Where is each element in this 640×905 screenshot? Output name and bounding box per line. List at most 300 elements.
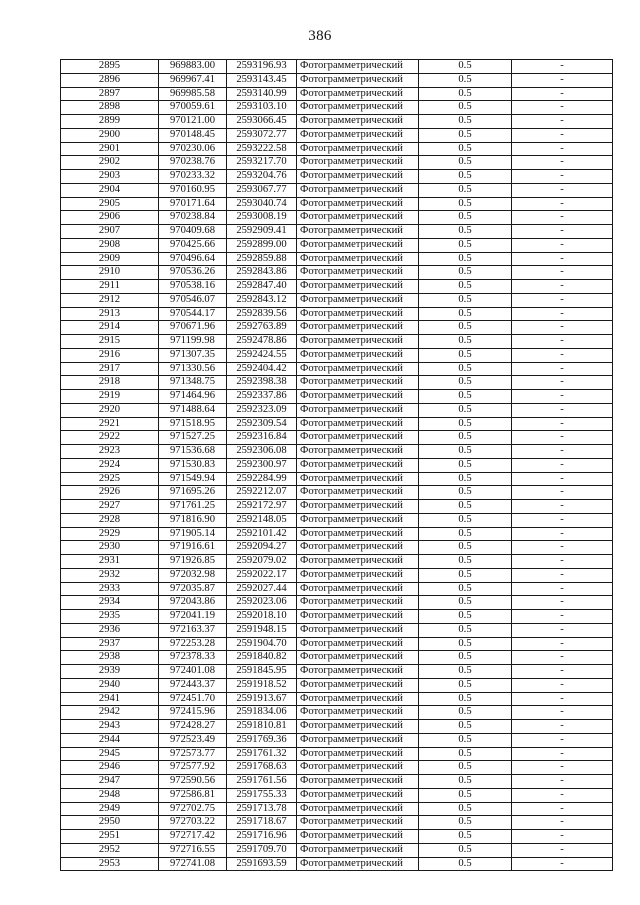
- point-number-cell: 2940: [61, 678, 159, 692]
- y-coordinate-cell: 2591716.96: [227, 830, 297, 844]
- point-number-cell: 2951: [61, 830, 159, 844]
- table-row: [61, 458, 613, 472]
- point-number-cell: 2914: [61, 321, 159, 335]
- description-cell: -: [512, 761, 613, 775]
- y-coordinate-cell: 2591709.70: [227, 843, 297, 857]
- x-coordinate-cell: 970148.45: [159, 128, 227, 142]
- description-cell: -: [512, 472, 613, 486]
- x-coordinate-cell: 972702.75: [159, 802, 227, 816]
- description-cell: -: [512, 431, 613, 445]
- accuracy-cell: 0.5: [419, 665, 512, 679]
- x-coordinate-cell: 970059.61: [159, 101, 227, 115]
- point-number-cell: 2908: [61, 238, 159, 252]
- method-cell: Фотограмметрический: [297, 335, 419, 349]
- accuracy-cell: 0.5: [419, 775, 512, 789]
- table-row: [61, 197, 613, 211]
- description-cell: -: [512, 403, 613, 417]
- x-coordinate-cell: 971307.35: [159, 348, 227, 362]
- point-number-cell: 2931: [61, 555, 159, 569]
- accuracy-cell: 0.5: [419, 252, 512, 266]
- point-number-cell: 2953: [61, 857, 159, 871]
- description-cell: -: [512, 816, 613, 830]
- description-cell: -: [512, 376, 613, 390]
- table-row: [61, 830, 613, 844]
- method-cell: Фотограмметрический: [297, 472, 419, 486]
- description-cell: -: [512, 637, 613, 651]
- description-cell: -: [512, 417, 613, 431]
- method-cell: Фотограмметрический: [297, 238, 419, 252]
- x-coordinate-cell: 970230.06: [159, 142, 227, 156]
- x-coordinate-cell: 970409.68: [159, 225, 227, 239]
- x-coordinate-cell: 970544.17: [159, 307, 227, 321]
- accuracy-cell: 0.5: [419, 788, 512, 802]
- method-cell: Фотограмметрический: [297, 568, 419, 582]
- point-number-cell: 2902: [61, 156, 159, 170]
- accuracy-cell: 0.5: [419, 211, 512, 225]
- accuracy-cell: 0.5: [419, 183, 512, 197]
- accuracy-cell: 0.5: [419, 500, 512, 514]
- method-cell: Фотограмметрический: [297, 513, 419, 527]
- x-coordinate-cell: 970546.07: [159, 293, 227, 307]
- x-coordinate-cell: 970238.84: [159, 211, 227, 225]
- x-coordinate-cell: 972586.81: [159, 788, 227, 802]
- y-coordinate-cell: 2592309.54: [227, 417, 297, 431]
- method-cell: Фотограмметрический: [297, 376, 419, 390]
- table-row: [61, 651, 613, 665]
- accuracy-cell: 0.5: [419, 651, 512, 665]
- point-number-cell: 2942: [61, 706, 159, 720]
- description-cell: -: [512, 692, 613, 706]
- y-coordinate-cell: 2591810.81: [227, 720, 297, 734]
- x-coordinate-cell: 970538.16: [159, 280, 227, 294]
- method-cell: Фотограмметрический: [297, 280, 419, 294]
- y-coordinate-cell: 2591768.63: [227, 761, 297, 775]
- x-coordinate-cell: 972573.77: [159, 747, 227, 761]
- table-row: [61, 568, 613, 582]
- description-cell: -: [512, 128, 613, 142]
- y-coordinate-cell: 2591761.56: [227, 775, 297, 789]
- x-coordinate-cell: 969967.41: [159, 73, 227, 87]
- accuracy-cell: 0.5: [419, 472, 512, 486]
- point-number-cell: 2919: [61, 390, 159, 404]
- description-cell: -: [512, 266, 613, 280]
- y-coordinate-cell: 2591845.95: [227, 665, 297, 679]
- table-row: [61, 610, 613, 624]
- accuracy-cell: 0.5: [419, 733, 512, 747]
- point-number-cell: 2923: [61, 445, 159, 459]
- y-coordinate-cell: 2592212.07: [227, 486, 297, 500]
- point-number-cell: 2927: [61, 500, 159, 514]
- x-coordinate-cell: 972041.19: [159, 610, 227, 624]
- point-number-cell: 2903: [61, 170, 159, 184]
- accuracy-cell: 0.5: [419, 60, 512, 74]
- accuracy-cell: 0.5: [419, 73, 512, 87]
- x-coordinate-cell: 969985.58: [159, 87, 227, 101]
- description-cell: -: [512, 252, 613, 266]
- x-coordinate-cell: 972378.33: [159, 651, 227, 665]
- method-cell: Фотограмметрический: [297, 788, 419, 802]
- table-row: [61, 87, 613, 101]
- point-number-cell: 2936: [61, 623, 159, 637]
- x-coordinate-cell: 972451.70: [159, 692, 227, 706]
- accuracy-cell: 0.5: [419, 568, 512, 582]
- point-number-cell: 2917: [61, 362, 159, 376]
- description-cell: -: [512, 568, 613, 582]
- method-cell: Фотограмметрический: [297, 307, 419, 321]
- table-row: [61, 445, 613, 459]
- method-cell: Фотограмметрический: [297, 610, 419, 624]
- description-cell: -: [512, 348, 613, 362]
- point-number-cell: 2899: [61, 115, 159, 129]
- table-row: [61, 541, 613, 555]
- method-cell: Фотограмметрический: [297, 665, 419, 679]
- y-coordinate-cell: 2592424.55: [227, 348, 297, 362]
- method-cell: Фотограмметрический: [297, 843, 419, 857]
- description-cell: -: [512, 541, 613, 555]
- description-cell: -: [512, 73, 613, 87]
- table-row: [61, 321, 613, 335]
- description-cell: -: [512, 101, 613, 115]
- method-cell: Фотограмметрический: [297, 252, 419, 266]
- x-coordinate-cell: 969883.00: [159, 60, 227, 74]
- description-cell: -: [512, 87, 613, 101]
- accuracy-cell: 0.5: [419, 348, 512, 362]
- x-coordinate-cell: 970121.00: [159, 115, 227, 129]
- point-number-cell: 2921: [61, 417, 159, 431]
- accuracy-cell: 0.5: [419, 692, 512, 706]
- description-cell: -: [512, 527, 613, 541]
- point-number-cell: 2920: [61, 403, 159, 417]
- method-cell: Фотограмметрический: [297, 115, 419, 129]
- y-coordinate-cell: 2592148.05: [227, 513, 297, 527]
- point-number-cell: 2950: [61, 816, 159, 830]
- table-row: [61, 142, 613, 156]
- x-coordinate-cell: 970536.26: [159, 266, 227, 280]
- method-cell: Фотограмметрический: [297, 775, 419, 789]
- y-coordinate-cell: 2593217.70: [227, 156, 297, 170]
- accuracy-cell: 0.5: [419, 197, 512, 211]
- x-coordinate-cell: 972163.37: [159, 623, 227, 637]
- accuracy-cell: 0.5: [419, 142, 512, 156]
- y-coordinate-cell: 2591693.59: [227, 857, 297, 871]
- table-row: [61, 500, 613, 514]
- description-cell: -: [512, 775, 613, 789]
- description-cell: -: [512, 486, 613, 500]
- method-cell: Фотограмметрический: [297, 500, 419, 514]
- point-number-cell: 2939: [61, 665, 159, 679]
- table-row: [61, 266, 613, 280]
- accuracy-cell: 0.5: [419, 101, 512, 115]
- y-coordinate-cell: 2591718.67: [227, 816, 297, 830]
- point-number-cell: 2909: [61, 252, 159, 266]
- description-cell: -: [512, 183, 613, 197]
- x-coordinate-cell: 972043.86: [159, 596, 227, 610]
- table-row: [61, 802, 613, 816]
- table-row: [61, 115, 613, 129]
- accuracy-cell: 0.5: [419, 431, 512, 445]
- table-row: [61, 362, 613, 376]
- description-cell: -: [512, 843, 613, 857]
- point-number-cell: 2915: [61, 335, 159, 349]
- y-coordinate-cell: 2592094.27: [227, 541, 297, 555]
- point-number-cell: 2938: [61, 651, 159, 665]
- y-coordinate-cell: 2592316.84: [227, 431, 297, 445]
- point-number-cell: 2943: [61, 720, 159, 734]
- x-coordinate-cell: 971199.98: [159, 335, 227, 349]
- y-coordinate-cell: 2593143.45: [227, 73, 297, 87]
- point-number-cell: 2945: [61, 747, 159, 761]
- y-coordinate-cell: 2592300.97: [227, 458, 297, 472]
- x-coordinate-cell: 970171.64: [159, 197, 227, 211]
- x-coordinate-cell: 972703.22: [159, 816, 227, 830]
- x-coordinate-cell: 970425.66: [159, 238, 227, 252]
- x-coordinate-cell: 971348.75: [159, 376, 227, 390]
- method-cell: Фотограмметрический: [297, 266, 419, 280]
- method-cell: Фотограмметрический: [297, 390, 419, 404]
- table-row: [61, 390, 613, 404]
- accuracy-cell: 0.5: [419, 376, 512, 390]
- point-number-cell: 2901: [61, 142, 159, 156]
- description-cell: -: [512, 706, 613, 720]
- point-number-cell: 2896: [61, 73, 159, 87]
- y-coordinate-cell: 2592101.42: [227, 527, 297, 541]
- y-coordinate-cell: 2593222.58: [227, 142, 297, 156]
- x-coordinate-cell: 970238.76: [159, 156, 227, 170]
- y-coordinate-cell: 2591834.06: [227, 706, 297, 720]
- point-number-cell: 2941: [61, 692, 159, 706]
- x-coordinate-cell: 972741.08: [159, 857, 227, 871]
- table-row: [61, 417, 613, 431]
- table-row: [61, 431, 613, 445]
- x-coordinate-cell: 971330.56: [159, 362, 227, 376]
- accuracy-cell: 0.5: [419, 830, 512, 844]
- method-cell: Фотограмметрический: [297, 486, 419, 500]
- description-cell: -: [512, 321, 613, 335]
- accuracy-cell: 0.5: [419, 87, 512, 101]
- table-row: [61, 582, 613, 596]
- accuracy-cell: 0.5: [419, 596, 512, 610]
- x-coordinate-cell: 972717.42: [159, 830, 227, 844]
- point-number-cell: 2946: [61, 761, 159, 775]
- y-coordinate-cell: 2591840.82: [227, 651, 297, 665]
- table-row: [61, 170, 613, 184]
- description-cell: -: [512, 197, 613, 211]
- point-number-cell: 2912: [61, 293, 159, 307]
- x-coordinate-cell: 971549.94: [159, 472, 227, 486]
- x-coordinate-cell: 970496.64: [159, 252, 227, 266]
- point-number-cell: 2929: [61, 527, 159, 541]
- accuracy-cell: 0.5: [419, 321, 512, 335]
- x-coordinate-cell: 971488.64: [159, 403, 227, 417]
- point-number-cell: 2932: [61, 568, 159, 582]
- y-coordinate-cell: 2592398.38: [227, 376, 297, 390]
- table-row: [61, 280, 613, 294]
- x-coordinate-cell: 972716.55: [159, 843, 227, 857]
- table-row: [61, 335, 613, 349]
- description-cell: -: [512, 678, 613, 692]
- y-coordinate-cell: 2593204.76: [227, 170, 297, 184]
- x-coordinate-cell: 972035.87: [159, 582, 227, 596]
- table-row: [61, 486, 613, 500]
- method-cell: Фотограмметрический: [297, 623, 419, 637]
- table-row: [61, 293, 613, 307]
- accuracy-cell: 0.5: [419, 802, 512, 816]
- method-cell: Фотограмметрический: [297, 321, 419, 335]
- point-number-cell: 2900: [61, 128, 159, 142]
- y-coordinate-cell: 2591948.15: [227, 623, 297, 637]
- point-number-cell: 2935: [61, 610, 159, 624]
- method-cell: Фотограмметрический: [297, 706, 419, 720]
- table-row: [61, 128, 613, 142]
- table-row: [61, 225, 613, 239]
- accuracy-cell: 0.5: [419, 238, 512, 252]
- x-coordinate-cell: 970160.95: [159, 183, 227, 197]
- table-row: [61, 692, 613, 706]
- accuracy-cell: 0.5: [419, 555, 512, 569]
- x-coordinate-cell: 972253.28: [159, 637, 227, 651]
- accuracy-cell: 0.5: [419, 720, 512, 734]
- description-cell: -: [512, 857, 613, 871]
- description-cell: -: [512, 280, 613, 294]
- point-number-cell: 2910: [61, 266, 159, 280]
- point-number-cell: 2911: [61, 280, 159, 294]
- method-cell: Фотограмметрический: [297, 403, 419, 417]
- description-cell: -: [512, 238, 613, 252]
- table-row: [61, 733, 613, 747]
- point-number-cell: 2907: [61, 225, 159, 239]
- method-cell: Фотограмметрический: [297, 541, 419, 555]
- y-coordinate-cell: 2593008.19: [227, 211, 297, 225]
- table-row: [61, 623, 613, 637]
- y-coordinate-cell: 2593066.45: [227, 115, 297, 129]
- y-coordinate-cell: 2591755.33: [227, 788, 297, 802]
- table-row: [61, 720, 613, 734]
- y-coordinate-cell: 2592306.08: [227, 445, 297, 459]
- y-coordinate-cell: 2592847.40: [227, 280, 297, 294]
- accuracy-cell: 0.5: [419, 293, 512, 307]
- accuracy-cell: 0.5: [419, 403, 512, 417]
- x-coordinate-cell: 972415.96: [159, 706, 227, 720]
- description-cell: -: [512, 445, 613, 459]
- y-coordinate-cell: 2592023.06: [227, 596, 297, 610]
- description-cell: -: [512, 747, 613, 761]
- accuracy-cell: 0.5: [419, 541, 512, 555]
- accuracy-cell: 0.5: [419, 610, 512, 624]
- point-number-cell: 2922: [61, 431, 159, 445]
- y-coordinate-cell: 2592018.10: [227, 610, 297, 624]
- accuracy-cell: 0.5: [419, 445, 512, 459]
- accuracy-cell: 0.5: [419, 128, 512, 142]
- point-number-cell: 2905: [61, 197, 159, 211]
- y-coordinate-cell: 2592079.02: [227, 555, 297, 569]
- table-row: [61, 596, 613, 610]
- description-cell: -: [512, 582, 613, 596]
- description-cell: -: [512, 596, 613, 610]
- description-cell: -: [512, 610, 613, 624]
- method-cell: Фотограмметрический: [297, 582, 419, 596]
- method-cell: Фотограмметрический: [297, 637, 419, 651]
- x-coordinate-cell: 972590.56: [159, 775, 227, 789]
- method-cell: Фотограмметрический: [297, 596, 419, 610]
- y-coordinate-cell: 2592843.86: [227, 266, 297, 280]
- point-number-cell: 2948: [61, 788, 159, 802]
- y-coordinate-cell: 2591904.70: [227, 637, 297, 651]
- y-coordinate-cell: 2591913.67: [227, 692, 297, 706]
- table-row: [61, 60, 613, 74]
- table-row: [61, 816, 613, 830]
- description-cell: -: [512, 623, 613, 637]
- table-row: [61, 637, 613, 651]
- description-cell: -: [512, 60, 613, 74]
- y-coordinate-cell: 2592323.09: [227, 403, 297, 417]
- method-cell: Фотограмметрический: [297, 293, 419, 307]
- point-number-cell: 2918: [61, 376, 159, 390]
- method-cell: Фотограмметрический: [297, 225, 419, 239]
- y-coordinate-cell: 2592763.89: [227, 321, 297, 335]
- method-cell: Фотограмметрический: [297, 211, 419, 225]
- x-coordinate-cell: 972401.08: [159, 665, 227, 679]
- x-coordinate-cell: 971761.25: [159, 500, 227, 514]
- table-row: [61, 761, 613, 775]
- y-coordinate-cell: 2592022.17: [227, 568, 297, 582]
- x-coordinate-cell: 971527.25: [159, 431, 227, 445]
- description-cell: -: [512, 115, 613, 129]
- table-row: [61, 527, 613, 541]
- accuracy-cell: 0.5: [419, 761, 512, 775]
- method-cell: Фотограмметрический: [297, 156, 419, 170]
- method-cell: Фотограмметрический: [297, 747, 419, 761]
- accuracy-cell: 0.5: [419, 170, 512, 184]
- point-number-cell: 2926: [61, 486, 159, 500]
- x-coordinate-cell: 971536.68: [159, 445, 227, 459]
- table-row: [61, 706, 613, 720]
- x-coordinate-cell: 972577.92: [159, 761, 227, 775]
- method-cell: Фотограмметрический: [297, 73, 419, 87]
- y-coordinate-cell: 2592284.99: [227, 472, 297, 486]
- table-row: [61, 238, 613, 252]
- table-row: [61, 775, 613, 789]
- accuracy-cell: 0.5: [419, 390, 512, 404]
- description-cell: -: [512, 458, 613, 472]
- accuracy-cell: 0.5: [419, 307, 512, 321]
- description-cell: -: [512, 500, 613, 514]
- point-number-cell: 2895: [61, 60, 159, 74]
- x-coordinate-cell: 971926.85: [159, 555, 227, 569]
- accuracy-cell: 0.5: [419, 582, 512, 596]
- table-row: [61, 555, 613, 569]
- point-number-cell: 2933: [61, 582, 159, 596]
- table-row: [61, 376, 613, 390]
- point-number-cell: 2924: [61, 458, 159, 472]
- accuracy-cell: 0.5: [419, 678, 512, 692]
- x-coordinate-cell: 972443.37: [159, 678, 227, 692]
- y-coordinate-cell: 2593072.77: [227, 128, 297, 142]
- y-coordinate-cell: 2591713.78: [227, 802, 297, 816]
- y-coordinate-cell: 2591761.32: [227, 747, 297, 761]
- method-cell: Фотограмметрический: [297, 733, 419, 747]
- method-cell: Фотограмметрический: [297, 761, 419, 775]
- accuracy-cell: 0.5: [419, 706, 512, 720]
- description-cell: -: [512, 170, 613, 184]
- table-row: [61, 101, 613, 115]
- method-cell: Фотограмметрический: [297, 830, 419, 844]
- method-cell: Фотограмметрический: [297, 692, 419, 706]
- point-number-cell: 2952: [61, 843, 159, 857]
- y-coordinate-cell: 2592843.12: [227, 293, 297, 307]
- x-coordinate-cell: 972032.98: [159, 568, 227, 582]
- description-cell: -: [512, 733, 613, 747]
- y-coordinate-cell: 2593140.99: [227, 87, 297, 101]
